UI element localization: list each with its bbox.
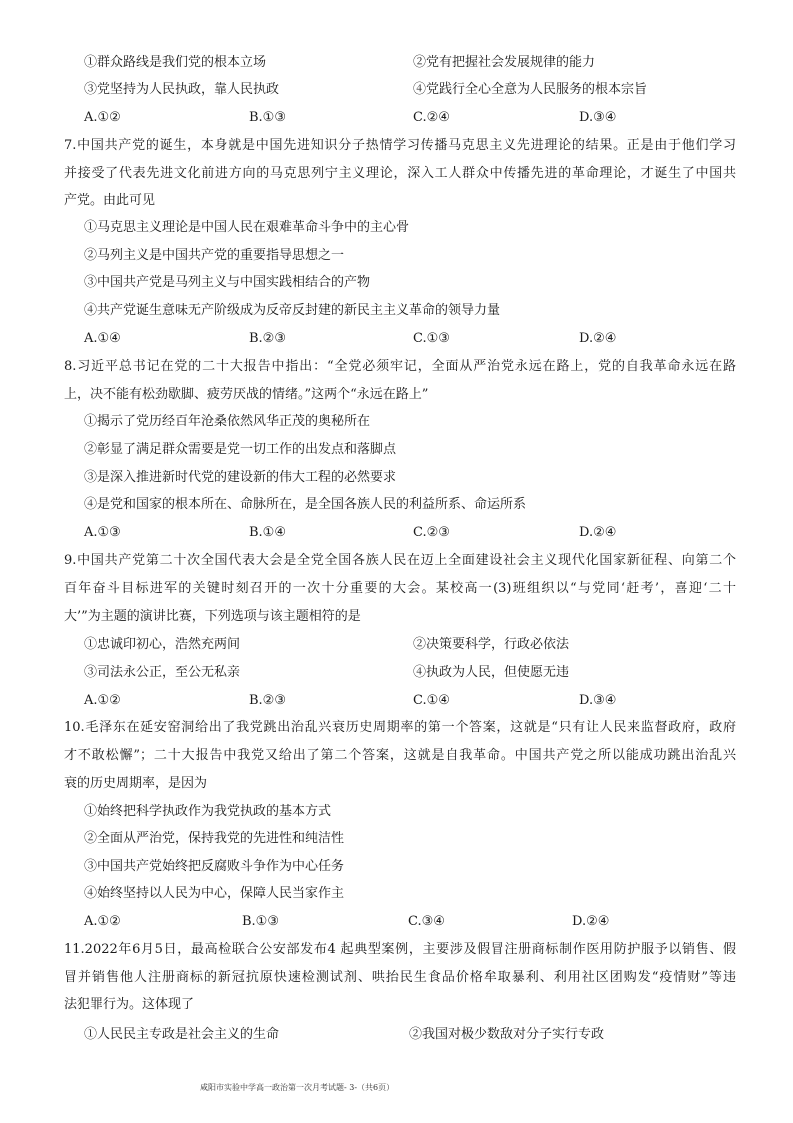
q9-statement-2: ②决策要科学，行政必依法 — [413, 637, 570, 652]
q10-choice-d[interactable]: D.②④ — [572, 914, 610, 929]
q7-stem-line-1: 7.中国共产党的诞生，本身就是中国先进知识分子热情学习传播马克思主义先进理论的结果。正是由于他们学习 — [64, 138, 736, 153]
q10-statement-4: ④始终坚持以人民为中心，保障人民当家作主 — [84, 886, 345, 901]
q7-stem-line-3: 产党。由此可见 — [64, 193, 156, 208]
q8-statement-2: ②彰显了满足群众需要是党一切工作的出发点和落脚点 — [84, 442, 397, 457]
q11-statement-1: ①人民民主专政是社会主义的生命 — [84, 1027, 280, 1042]
q7-choice-b[interactable]: B.②③ — [249, 331, 286, 346]
q6-statement-3: ③党坚持为人民执政，靠人民执政 — [84, 82, 280, 97]
q9-statement-3: ③司法永公正，至公无私亲 — [84, 665, 241, 680]
q9-stem-line-3: 大’”为主题的演讲比赛，下列选项与该主题相符的是 — [64, 609, 361, 624]
q9-stem-line-1: 9.中国共产党第二十次全国代表大会是全党全国各族人民在迈上全面建设社会主义现代化国家新征程、向第二个 — [64, 553, 736, 568]
q7-statement-2: ②马列主义是中国共产党的重要指导思想之一 — [84, 248, 345, 263]
q6-statement-4: ④党践行全心全意为人民服务的根本宗旨 — [413, 82, 648, 97]
q9-statement-1: ①忠诚印初心，浩然充两间 — [84, 637, 241, 652]
q9-choice-a[interactable]: A.①② — [84, 693, 121, 708]
q9-stem-line-2: 百年奋斗目标进军的关键时刻召开的一次十分重要的大会。某校高一(3)班组织以“与党同‘赶考’，喜迎‘二十 — [64, 581, 736, 596]
q8-choice-a[interactable]: A.①③ — [84, 525, 121, 540]
q10-statement-1: ①始终把科学执政作为我党执政的基本方式 — [84, 804, 332, 819]
q11-stem-line-1: 11.2022年6月5日，最高检联合公安部发布4 起典型案例，主要涉及假冒注册商标制作医用防护服予以销售、假 — [64, 942, 736, 957]
q10-stem-line-2: 才不敢松懈”；二十大报告中我党又给出了第二个答案，这就是自我革命。中国共产党之所以能成功跳出治乱兴 — [64, 748, 736, 763]
q10-stem-line-3: 衰的历史周期率，是因为 — [64, 776, 208, 791]
q8-choice-b[interactable]: B.①④ — [249, 525, 286, 540]
q8-choice-d[interactable]: D.②④ — [579, 525, 617, 540]
q6-choice-c[interactable]: C.②④ — [413, 110, 450, 125]
q10-statement-3: ③中国共产党始终把反腐败斗争作为中心任务 — [84, 859, 345, 874]
q8-choice-c[interactable]: C.②③ — [413, 525, 450, 540]
q9-choice-c[interactable]: C.①④ — [413, 693, 450, 708]
q8-statement-4: ④是党和国家的根本所在、命脉所在，是全国各族人民的利益所系、命运所系 — [84, 497, 527, 512]
q8-stem-line-2: 上，决不能有松劲歇脚、疲劳厌战的情绪。”这两个“永远在路上” — [64, 387, 429, 402]
q6-choice-b[interactable]: B.①③ — [249, 110, 286, 125]
q7-statement-3: ③中国共产党是马列主义与中国实践相结合的产物 — [84, 275, 371, 290]
q10-stem-line-1: 10.毛泽东在延安窑洞给出了我党跳出治乱兴衰历史周期率的第一个答案，这就是“只有让人民来监督政府，政府 — [64, 720, 736, 735]
q6-statement-1: ①群众路线是我们党的根本立场 — [84, 55, 267, 70]
q10-choice-b[interactable]: B.①③ — [242, 914, 279, 929]
q8-statement-3: ③是深入推进新时代党的建设新的伟大工程的必然要求 — [84, 470, 397, 485]
q10-choice-a[interactable]: A.①② — [84, 914, 121, 929]
q10-choice-c[interactable]: C.③④ — [408, 914, 445, 929]
q7-statement-1: ①马克思主义理论是中国人民在艰难革命斗争中的主心骨 — [84, 220, 410, 235]
page-footer: 咸阳市实验中学高一政治第一次月考试题- 3-（共6页） — [200, 1083, 395, 1092]
q6-choice-d[interactable]: D.③④ — [579, 110, 617, 125]
q6-statement-2: ②党有把握社会发展规律的能力 — [413, 55, 596, 70]
q9-choice-d[interactable]: D.③④ — [579, 693, 617, 708]
q9-statement-4: ④执政为人民，但使愿无违 — [413, 665, 570, 680]
q8-statement-1: ①揭示了党历经百年沧桑依然风华正茂的奥秘所在 — [84, 414, 371, 429]
q11-stem-line-2: 冒并销售他人注册商标的新冠抗原快速检测试剂、哄抬民生食品价格牟取暴利、利用社区团购发“疫情财”等违 — [64, 970, 736, 985]
q8-stem-line-1: 8.习近平总书记在党的二十大报告中指出：“全党必须牢记，全面从严治党永远在路上，党的自我革命永远在路 — [64, 359, 736, 374]
q10-statement-2: ②全面从严治党，保持我党的先进性和纯洁性 — [84, 831, 345, 846]
q7-choice-c[interactable]: C.①③ — [413, 331, 450, 346]
q7-stem-line-2: 并接受了代表先进文化前进方向的马克思列宁主义理论，深入工人群众中传播先进的革命理论，才诞生了中国共 — [64, 166, 736, 181]
q9-choice-b[interactable]: B.②③ — [249, 693, 286, 708]
q11-stem-line-3: 法犯罪行为。这体现了 — [64, 997, 195, 1012]
q7-statement-4: ④共产党诞生意味无产阶级成为反帝反封建的新民主主义革命的领导力量 — [84, 303, 501, 318]
q7-choice-d[interactable]: D.②④ — [579, 331, 617, 346]
q7-choice-a[interactable]: A.①④ — [84, 331, 121, 346]
q11-statement-2: ②我国对极少数敌对分子实行专政 — [409, 1027, 605, 1042]
q6-choice-a[interactable]: A.①② — [84, 110, 121, 125]
